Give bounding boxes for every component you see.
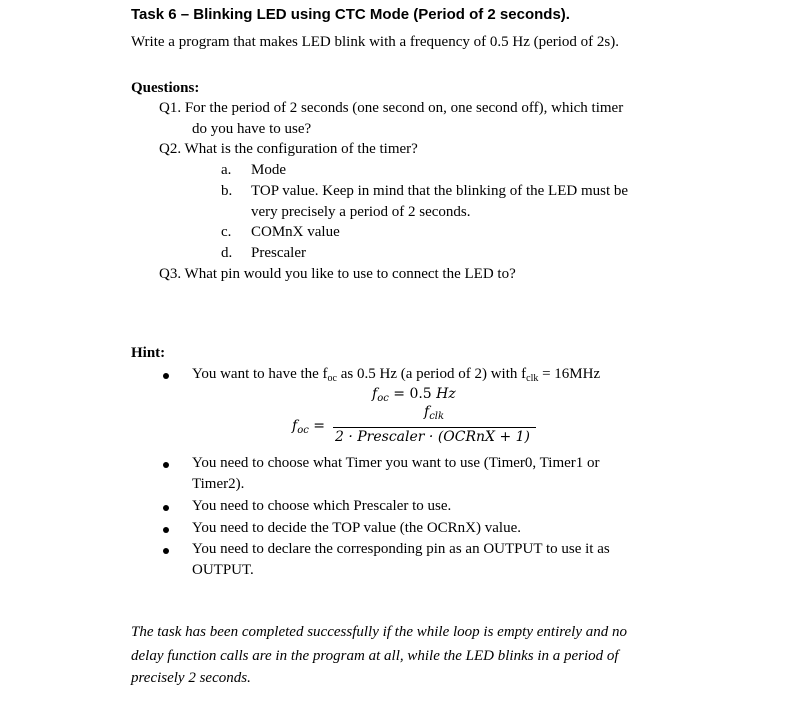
sub-item-top-value-line-2: very precisely a period of 2 seconds.: [251, 204, 471, 220]
question-1-line-1: Q1. For the period of 2 seconds (one second on, one second off), which timer: [159, 100, 624, 116]
sub-item-prescaler: Prescaler: [251, 245, 306, 261]
hint-text-mid: as 0.5 Hz (a period of 2) with f: [337, 366, 527, 382]
hint-bullet-output-line-1: You need to declare the corresponding pin as an OUTPUT to use it as: [192, 541, 610, 557]
hint-bullet-top-value: You need to decide the TOP value (the OCRnX) value.: [192, 520, 521, 536]
hint-text-post: = 16MHz: [538, 366, 601, 382]
sub-item-marker-d: d.: [221, 245, 233, 261]
formula2-f: f: [292, 418, 298, 434]
sub-item-marker-b: b.: [221, 183, 233, 199]
hint-bullet-timer-line-2: Timer2).: [192, 476, 245, 492]
hint-sub-clk: clk: [526, 373, 539, 384]
formula-foc-value: [372, 386, 456, 402]
task-title: Task 6 – Blinking LED using CTC Mode (Period of 2 seconds).: [131, 6, 570, 23]
question-3: Q3. What pin would you like to use to connect the LED to?: [159, 266, 516, 282]
hint-text-pre: You want to have the f: [192, 366, 328, 382]
fraction-bar: [333, 427, 536, 428]
hint-bullet-output-line-2: OUTPUT.: [192, 562, 254, 578]
formula1-rhs: = 0.5: [388, 386, 437, 402]
formula1-unit: Hz: [436, 386, 456, 402]
formula-foc-lhs: [292, 418, 325, 434]
hint-bullet-frequency: [192, 366, 600, 383]
hint-sub-oc: oc: [327, 373, 337, 384]
formula2-num-f: f: [424, 404, 430, 420]
formula2-num-sub: clk: [429, 411, 445, 422]
hint-heading: Hint:: [131, 345, 166, 361]
completion-note-line-3: precisely 2 seconds.: [131, 670, 251, 686]
bullet-4: [163, 527, 169, 533]
bullet-2: [163, 462, 169, 468]
hint-bullet-prescaler: You need to choose which Prescaler to use.: [192, 498, 452, 514]
completion-note-line-2: delay function calls are in the program at all, while the LED blinks in a period of: [131, 648, 619, 664]
question-1-line-2: do you have to use?: [192, 121, 312, 137]
sub-item-marker-c: c.: [221, 224, 232, 240]
hint-bullet-timer-line-1: You need to choose what Timer you want to use (Timer0, Timer1 or: [192, 455, 600, 471]
sub-item-comnx: COMnX value: [251, 224, 340, 240]
questions-heading: Questions:: [131, 80, 200, 96]
sub-item-mode: Mode: [251, 162, 286, 178]
bullet-1: [163, 373, 169, 379]
sub-item-top-value-line-1: TOP value. Keep in mind that the blinking of the LED must be: [251, 183, 629, 199]
task-description: Write a program that makes LED blink with a frequency of 0.5 Hz (period of 2s).: [131, 34, 619, 50]
bullet-3: [163, 505, 169, 511]
formula1-sub: oc: [377, 393, 389, 404]
formula-numerator: [424, 404, 444, 420]
sub-item-marker-a: a.: [221, 162, 232, 178]
formula-denominator: 2 · Prescaler · (OCRnX + 1): [335, 429, 531, 445]
formula1-f: f: [372, 386, 378, 402]
bullet-5: [163, 548, 169, 554]
formula2-sub: oc: [297, 425, 309, 436]
completion-note-line-1: The task has been completed successfully if the while loop is empty entirely and no: [131, 624, 628, 640]
formula2-eq: =: [308, 418, 325, 434]
question-2: Q2. What is the configuration of the timer?: [159, 141, 418, 157]
